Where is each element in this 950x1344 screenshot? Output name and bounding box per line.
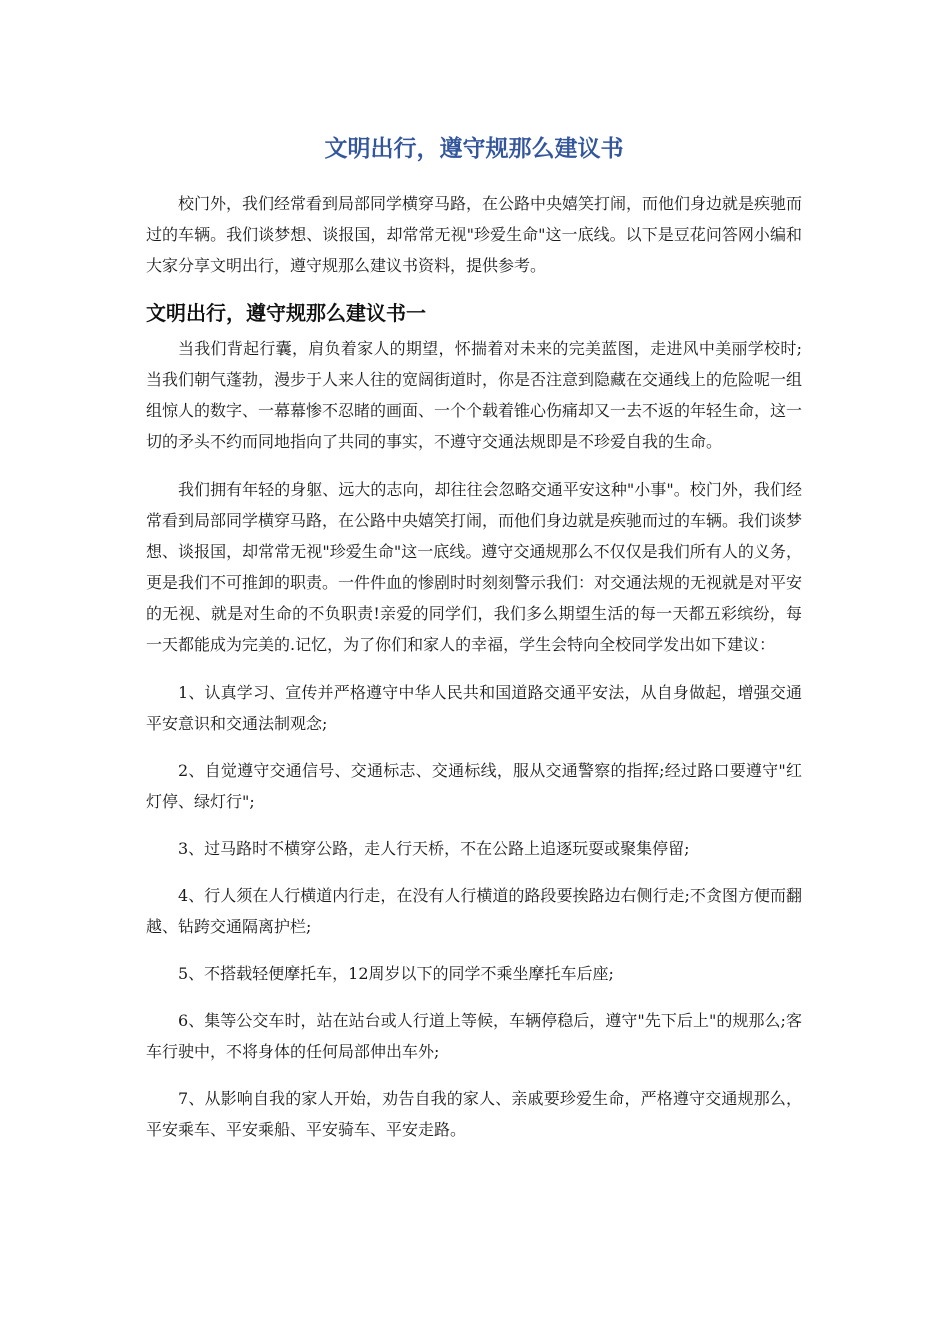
list-item-7: 7、从影响自我的家人开始，劝告自我的家人、亲戚要珍爱生命，严格遵守交通规那么，平安乘车、平安乘船、平安骑车、平安走路。 <box>146 1089 802 1139</box>
document-title: 文明出行，遵守规那么建议书 <box>324 136 624 162</box>
list-item-5: 5、不搭载轻便摩托车，12周岁以下的同学不乘坐摩托车后座; <box>178 964 614 983</box>
section-heading: 文明出行，遵守规那么建议书一 <box>146 301 426 325</box>
intro-paragraph: 校门外，我们经常看到局部同学横穿马路，在公路中央嬉笑打闹，而他们身边就是疾驰而过的车辆。我们谈梦想、谈报国，却常常无视"珍爱生命"这一底线。以下是豆花问答网小编和大家分享文明出行，遵守规那么建议书资料，提供参考。 <box>146 194 803 275</box>
list-item-3: 3、过马路时不横穿公路，走人行天桥，不在公路上追逐玩耍或聚集停留; <box>178 839 690 858</box>
body-paragraph-2: 我们拥有年轻的身躯、远大的志向，却往往会忽略交通平安这种"小事"。校门外，我们经常看到局部同学横穿马路，在公路中央嬉笑打闹，而他们身边就是疾驰而过的车辆。我们谈梦想、谈报国，却常常无视"珍爱生命"这一底线。遵守交通规那么不仅仅是我们所有人的义务，更是我们不可推卸的职责。一件件血的惨剧时时刻刻警示我们：对交通法规的无视就是对平安的无视、就是对生命的不负职责!亲爱的同学们，我们多么期望生活的每一天都五彩缤纷，每一天都能成为完美的.记忆，为了你们和家人的幸福，学生会特向全校同学发出如下建议： <box>146 480 803 654</box>
list-item-2: 2、自觉遵守交通信号、交通标志、交通标线，服从交通警察的指挥;经过路口要遵守"红灯停、绿灯行"; <box>146 761 802 811</box>
list-item-4: 4、行人须在人行横道内行走，在没有人行横道的路段要挨路边右侧行走;不贪图方便而翻越、钻跨交通隔离护栏; <box>146 886 802 936</box>
list-item-6: 6、集等公交车时，站在站台或人行道上等候，车辆停稳后，遵守"先下后上"的规那么;客车行驶中，不将身体的任何局部伸出车外; <box>146 1011 802 1061</box>
body-paragraph-1: 当我们背起行囊，肩负着家人的期望，怀揣着对未来的完美蓝图，走进风中美丽学校时;当我们朝气蓬勃，漫步于人来人往的宽阔街道时，你是否注意到隐藏在交通线上的危险呢一组组惊人的数字、一幕幕惨不忍睹的画面、一个个载着锥心伤痛却又一去不返的年轻生命，这一切的矛头不约而同地指向了共同的事实，不遵守交通法规即是不珍爱自我的生命。 <box>146 339 803 451</box>
document-page <box>146 132 802 1161</box>
list-item-1: 1、认真学习、宣传并严格遵守中华人民共和国道路交通平安法，从自身做起，增强交通平安意识和交通法制观念; <box>146 683 802 733</box>
